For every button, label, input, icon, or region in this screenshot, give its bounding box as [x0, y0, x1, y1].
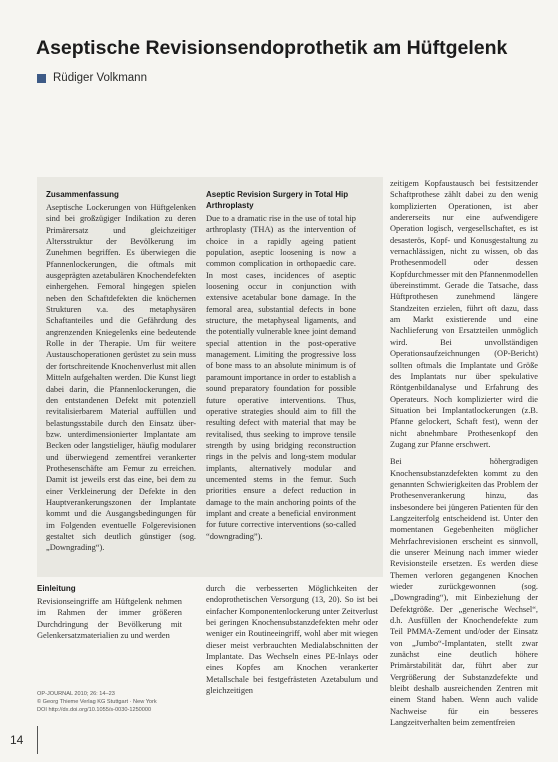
journal-citation: OP-JOURNAL 2010; 26: 14–23: [37, 691, 115, 697]
introduction-section: [37, 583, 182, 641]
abstract-english: [206, 189, 356, 569]
introduction-heading: Einleitung: [37, 584, 76, 593]
author-name: Rüdiger Volkmann: [53, 72, 147, 84]
article-title: Aseptische Revisionsendoprothetik am Hüftgelenk: [36, 37, 508, 59]
author-line: [37, 70, 147, 86]
abstract-german-heading: Zusammenfassung: [46, 190, 119, 199]
publisher-line: © Georg Thieme Verlag KG Stuttgart · New York: [37, 699, 157, 705]
body-column-middle: [206, 583, 378, 753]
body-paragraph: Bei höhergradigen Knochensubstanzdefekten kommt zu den genannten Schwierigkeiten das Problem der Prothesenverankerung hinzu, das insbesondere bei jüngeren Patienten für den Langzeiterfolg entscheidend ist. Unter den momentanen Gegebenheiten möglicher Mehrfachrevisionen erscheint es sinnvoll, die unserer Meinung nach immer wieder Revisionsteile ersetzen. Es werden diese Themen verloren gegangenen Knochen wieder zurückgewonnen (sog. „Downgrading“), mit Einbeziehung der Defektgröße. Der „generische Wechsel“, d.h. Ausfüllen der Knochendefekte zum Teil PMMA-Zement und/oder der Einsatz von „Jumbo“-Implantaten, stellt zwar zunächst eine deutlich höhere Primärstabilität dar, führt aber zur Vergrößerung der Substanzdefekte und bleibt deshalb ausreichenden Zentren mit einem Stand haben. Wenn auch valide Nachweise für ein besseres Langzeitverhalten beim zementfreien: [390, 457, 538, 728]
page-number: 14: [10, 733, 24, 747]
abstract-german-text: Aseptische Lockerungen von Hüftgelenken sind bei großzügiger Indikation zu deren Primärersatz und gleichzeitiger Altersstruktur der Bevölkerung im Zunehmen begriffen. Es überwiegen die Pfannenlockerungen, die oftmals mit ausgeprägten azetabulären Knochendefekten einhergehen. Femoral hingegen spielen neben den Schaftdefekten die knöchernen Strukturen v.a. des metaphysären Schaftanteiles und die Gefährdung des angrenzenden Kniegelenks eine bedeutende Rolle in der Therapie. Um für weitere Austauschoperationen gerüstet zu sein muss der fortschreitende Knochenverlust mit allen Mitteln aufgehalten werden. Die Kunst liegt dabei darin, die Pfannenlockerungen, die den entstandenen Defekt mit potenziell revitalisierbarem Material auffüllen und belastungsstabile durch den Einsatz über- bzw. unterdimensionierter Implantate am Becken oder langstieliger, häufig modularer und überwiegend zementfrei verankerter Prothesenschäfte am Femur zu erreichen. Damit ist jeweils erst das eine, bei dem zu einer Verkleinerung der Defekte in den Hauptverankerungszonen der Implantate kommt und die Ausgangsbedingungen für im Folgenden eventuelle Folgerevisionen gestaltet sich deutlich günstiger (sog. „Downgrading“).: [46, 203, 196, 553]
body-column-right: [390, 178, 538, 758]
abstract-german: [46, 189, 196, 569]
abstract-english-heading: Aseptic Revision Surgery in Total Hip Arthroplasty: [206, 190, 349, 210]
citation-info: [37, 690, 182, 714]
author-bullet-icon: [37, 74, 46, 83]
page-number-divider: [37, 726, 38, 754]
body-paragraph: durch die verbesserten Möglichkeiten der endoprothetischen Versorgung (13, 20). So ist bei einfacher Komponentenlockerung unter Zeitverlust bei geringen Knochensubstanzdefekten mehr oder weniger ein Routineeingriff, wohl aber mit wiegen dieser meist verbrauchten Medialabschnitten der Implantate. Das Wechseln eines PE-Inlays oder eines Kopfes am Knochen verankerter Metallschale bei festgefrästeten Azetabulum und gleichzeitigen: [206, 584, 378, 696]
doi-link[interactable]: DOI http://dx.doi.org/10.1055/s-0030-1250000: [37, 707, 152, 713]
introduction-text: Revisionseingriffe am Hüftgelenk nehmen im Rahmen der immer größeren Durchdringung der Bevölkerung mit Gelenkersatzmaterialien zu und werden: [37, 597, 182, 641]
abstract-english-text: Due to a dramatic rise in the use of total hip arthroplasty (THA) as the intervention of choice in a rapidly ageing patient population, aseptic loosening is now a common complication in orthopaedic care. In most cases, incidences of aseptic loosening occur in conjunction with extensive acetabular bone damage. In the femoral area, substantial defects in bone structure, the metaphyseal ligaments, and the potentially vulnerable knee joint demand special attention in the post-operative management. Limiting the progressive loss of bone mass to an absolute minimum is of paramount importance in order to establish a sound preparatory foundation for possible future operative interventions. Thus, operative strategies should aim to fill the resulting defect with material that may be revitalised, thus seeking to improve tensile strength by using bridging reconstruction rings in the pelvis and long-stem modular implants, alternatively modular and uncemented stems in the femur. Such priorities ensure a defect reduction in damage to the main anchoring points of the implant and create a beneficial environment for future corrective interventions (so-called “downgrading”).: [206, 214, 356, 541]
body-paragraph: zeitigem Kopfaustausch bei festsitzender Schaftprothese zählt dabei zu den wenig komplizierten Operationen, ist aber andererseits nur eine aufwendigere Operation logisch, vergesellschaftet, es ist desasterös, Kopf- und Konusgestaltung zu vernachlässigen, nicht zu wissen, ob das Prothesenmodell oder dessen Kopfdurchmesser mit den Pfannenmodellen übereinstimmt. Gerade die Tatsache, dass Hüftprothesen zunehmend längere Standzeiten erzielen, führt oft dazu, dass am Markt existierende und eine Nachlieferung von Ersatzteilen unmöglich wird. Bei unvollständigen Operationsaufzeichnungen (OP-Bericht) sollten oftmals die Implantate und Größe des Implantats nur über spekulative Röntgenbildanalyse und Erfahrung des Operateurs. Noch komplizierter wird die Situation bei Implantatlockerungen (z.B. Pfanne gelockert, Schaft fest), wenn der nicht abnehmbare Prothesenkopf den Zugang zur Pfanne erschwert.: [390, 179, 538, 449]
